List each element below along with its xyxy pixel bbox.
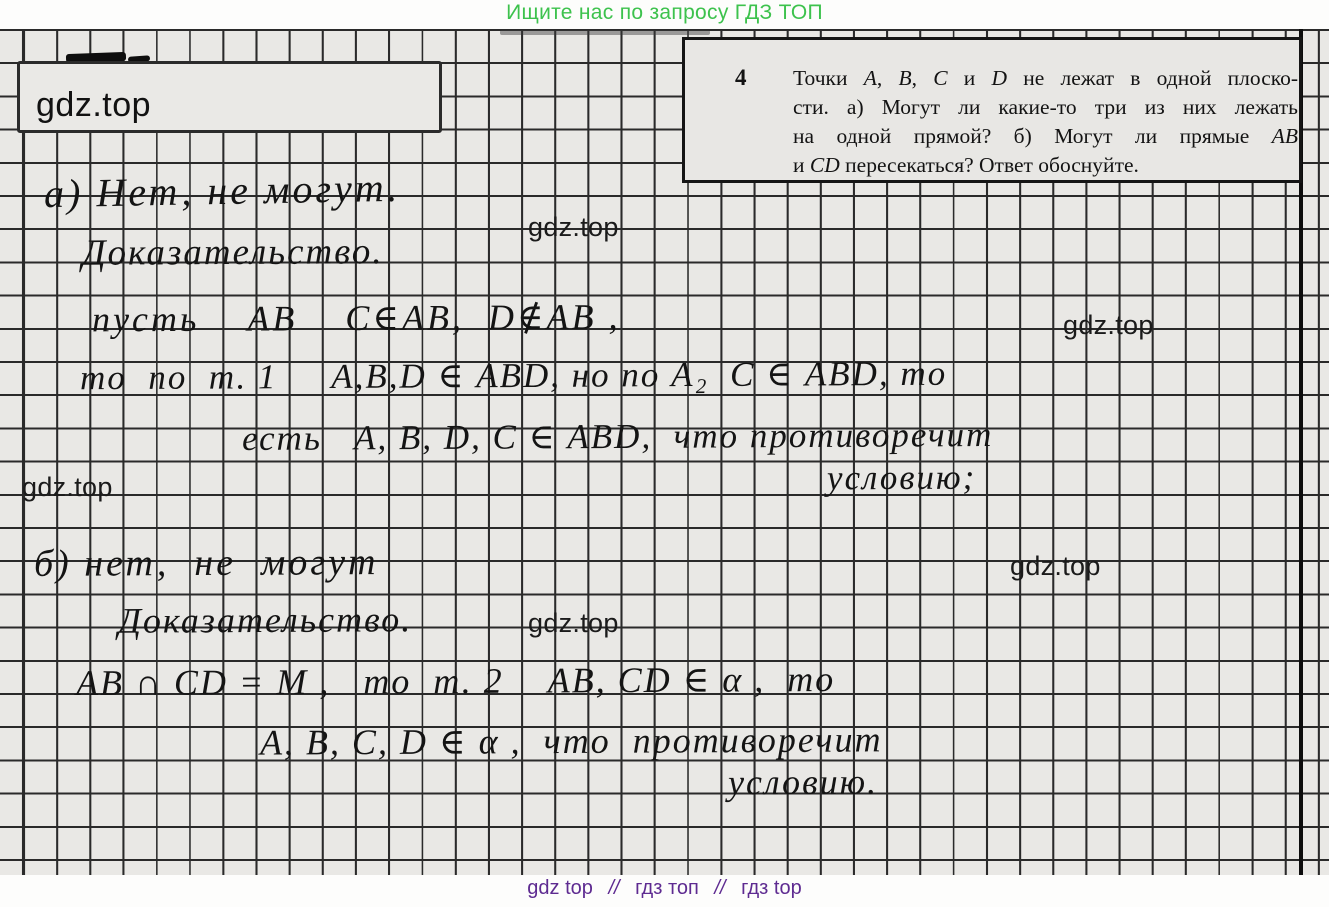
handwritten-line: то по т. 1 А,В,D ∈ АВD, но по А₂ С ∈ АВD, то [79, 353, 948, 398]
problem-text-line: и CD пересекаться? Ответ обоснуйте. [793, 153, 1139, 177]
gdztop-stamp-box [17, 61, 442, 133]
problem-text-line: Точки A, B, C и D не лежат в одной плоско- [793, 66, 1299, 90]
footer-separator: // [608, 877, 620, 899]
problem-number: 4 [735, 65, 747, 90]
handwritten-line: АВ ∩ CD = М , то т. 2 АВ, CD ∈ α , то [75, 659, 836, 703]
handwritten-line: условию; [826, 457, 977, 498]
footer-links [0, 877, 1329, 900]
handwritten-line: есть А, В, D, С ∈ АВD, что противоречит [241, 415, 994, 458]
scan-artifact-streak [500, 30, 710, 35]
watermark-gdztop: gdz.top [528, 212, 619, 242]
handwritten-line-answer-a: а) Нет, не могут. [43, 164, 401, 217]
handwritten-line: А, В, С, D ∈ α , что противоречит [259, 719, 883, 763]
problem-text [771, 40, 1298, 180]
footer-separator: // [714, 877, 726, 899]
handwritten-line-proof-b: Доказательство. [117, 599, 413, 641]
watermark-gdztop: gdz.top [1063, 310, 1154, 340]
promo-header-text: Ищите нас по запросу ГДЗ ТОП [506, 1, 823, 24]
watermark-gdztop: gdz.top [528, 608, 619, 638]
footer-link-gdz-top[interactable]: gdz top [527, 877, 593, 899]
problem-statement-box [682, 37, 1302, 183]
handwritten-line-answer-b: б) нет, не могут [33, 541, 379, 585]
watermark-gdztop: gdz.top [1010, 551, 1101, 581]
footer-link-gdz-top-mixed[interactable]: гдз top [741, 877, 802, 899]
problem-text-line: на одной прямой? б) Могут ли прямые AB [793, 124, 1298, 148]
handwritten-line-proof-a: Доказательство. [81, 231, 384, 274]
problem-text-line: сти. а) Могут ли какие-то три из них лежать [793, 95, 1298, 119]
gdztop-stamp-label: gdz.top [36, 86, 152, 124]
watermark-gdztop: gdz.top [22, 472, 113, 502]
handwritten-line: пусть АВ С∈АВ, D∉АВ , [91, 296, 621, 340]
handwritten-line: условию. [727, 761, 879, 803]
footer-link-gdz-top-cyr[interactable]: гдз топ [635, 877, 699, 899]
